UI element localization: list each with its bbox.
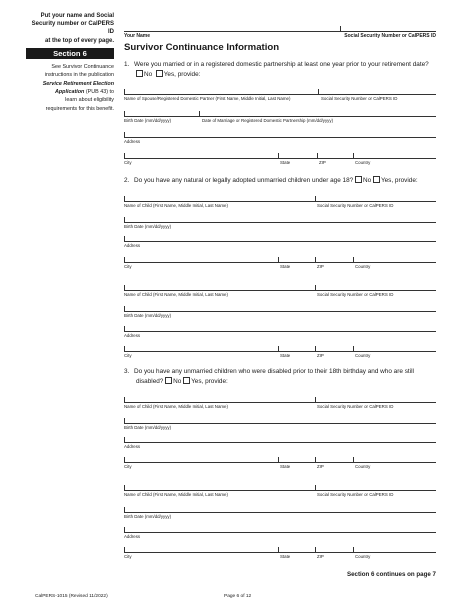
spouse-address-field[interactable] (124, 137, 436, 138)
q3-yes-checkbox[interactable] (183, 377, 190, 384)
dchild1-city-label: City (124, 463, 132, 469)
dchild1-name-label: Name of Child (First Name, Middle Initial, Last Name) (124, 403, 228, 409)
q3-no-checkbox[interactable] (165, 377, 172, 384)
sidebar (26, 12, 114, 113)
spouse-state-label: State (280, 159, 291, 165)
dchild1-state-label: State (280, 463, 291, 469)
child2-address-field[interactable] (124, 331, 436, 332)
child1-address-label: Address (124, 242, 141, 248)
q3-no-option[interactable]: No (165, 378, 181, 385)
child2-name-label: Name of Child (First Name, Middle Initial, Last Name) (124, 291, 228, 297)
q3-yes-option[interactable]: Yes, provide: (183, 378, 228, 385)
child1-name-label: Name of Child (First Name, Middle Initial, Last Name) (124, 202, 228, 208)
question-1: 1. Were you married or in a registered domestic partnership at least one year prior to your retirement date? No Yes, provide: (124, 61, 429, 78)
dchild1-country-label: Country (355, 463, 371, 469)
q2-no-checkbox[interactable] (355, 176, 362, 183)
child2-address-label: Address (124, 332, 141, 338)
page-number: Page 6 of 12 (224, 594, 252, 599)
question-2: 2. Do you have any natural or legally adopted unmarried children under age 18? No Yes, provide: (124, 177, 418, 184)
header-fields (124, 9, 436, 39)
marriage-date-label: Date of Marriage or Registered Domestic Partnership (mm/dd/yyyy) (202, 117, 334, 123)
spouse-country-label: Country (355, 159, 371, 165)
spouse-ssn-label: Social Security Number or CalPERS ID (321, 95, 398, 101)
spouse-birth-date-label: Birth Date (mm/dd/yyyy) (124, 117, 172, 123)
spouse-address-label: Address (124, 138, 141, 144)
dchild1-birth-label: Birth Date (mm/dd/yyyy) (124, 424, 172, 430)
sidebar-instruction: Put your name and Social Security number or CalPERS ID at the top of every page. (31, 13, 114, 44)
child1-city-label: City (124, 263, 132, 269)
dchild2-address-label: Address (124, 533, 141, 539)
dchild2-zip-label: ZIP (317, 553, 324, 559)
child1-address-field[interactable] (124, 241, 436, 242)
q1-yes-option[interactable]: Yes, provide: (156, 71, 201, 78)
q2-no-option[interactable]: No (355, 177, 371, 184)
section-label: Section 6 (26, 48, 114, 59)
your-name-label: Your Name (124, 32, 151, 39)
dchild2-state-label: State (280, 553, 291, 559)
dchild1-ssn-label: Social Security Number or CalPERS ID (317, 403, 394, 409)
continuation-note: Section 6 continues on page 7 (346, 571, 436, 578)
dchild2-birth-label: Birth Date (mm/dd/yyyy) (124, 513, 172, 519)
sidebar-note: See Survivor Continuance instructions in the publication Service Retirement Election Application (PUB 43) to learn about eligibility requirements for this benefit. (42, 63, 114, 112)
dchild1-address-label: Address (124, 443, 141, 449)
spouse-name-label: Name of Spouse/Registered Domestic Partner (First Name, Middle Initial, Last Name) (124, 95, 291, 101)
child1-state-label: State (280, 263, 291, 269)
q1-no-option[interactable]: No (136, 71, 152, 78)
child2-ssn-label: Social Security Number or CalPERS ID (317, 291, 394, 297)
dchild2-address-field[interactable] (124, 532, 436, 533)
child2-country-label: Country (355, 352, 371, 358)
child2-city-label: City (124, 352, 132, 358)
q1-no-checkbox[interactable] (136, 70, 143, 77)
dchild2-ssn-label: Social Security Number or CalPERS ID (317, 491, 394, 497)
ssn-id-label: Social Security Number or CalPERS ID (344, 32, 436, 39)
spouse-city-label: City (124, 159, 132, 165)
dchild1-address-field[interactable] (124, 442, 436, 443)
q2-yes-option[interactable]: Yes, provide: (373, 177, 418, 184)
section-title: Survivor Continuance Information (124, 42, 280, 53)
dchild2-name-label: Name of Child (First Name, Middle Initial, Last Name) (124, 491, 228, 497)
child1-zip-label: ZIP (317, 263, 324, 269)
child2-zip-label: ZIP (317, 352, 324, 358)
dchild2-country-label: Country (355, 553, 371, 559)
child2-state-label: State (280, 352, 291, 358)
spouse-zip-label: ZIP (319, 159, 326, 165)
form-id: CalPERS-1015 (Revised 11/2022) (35, 594, 108, 599)
dchild2-city-label: City (124, 553, 132, 559)
child1-country-label: Country (355, 263, 371, 269)
question-3: 3. Do you have any unmarried children who were disabled prior to their 18th birthday and who are still disabled? No Yes, provide: (124, 368, 414, 385)
child1-birth-label: Birth Date (mm/dd/yyyy) (124, 223, 172, 229)
q1-yes-checkbox[interactable] (156, 70, 163, 77)
q2-yes-checkbox[interactable] (373, 176, 380, 183)
child2-birth-label: Birth Date (mm/dd/yyyy) (124, 312, 172, 318)
dchild1-zip-label: ZIP (317, 463, 324, 469)
child1-ssn-label: Social Security Number or CalPERS ID (317, 202, 394, 208)
